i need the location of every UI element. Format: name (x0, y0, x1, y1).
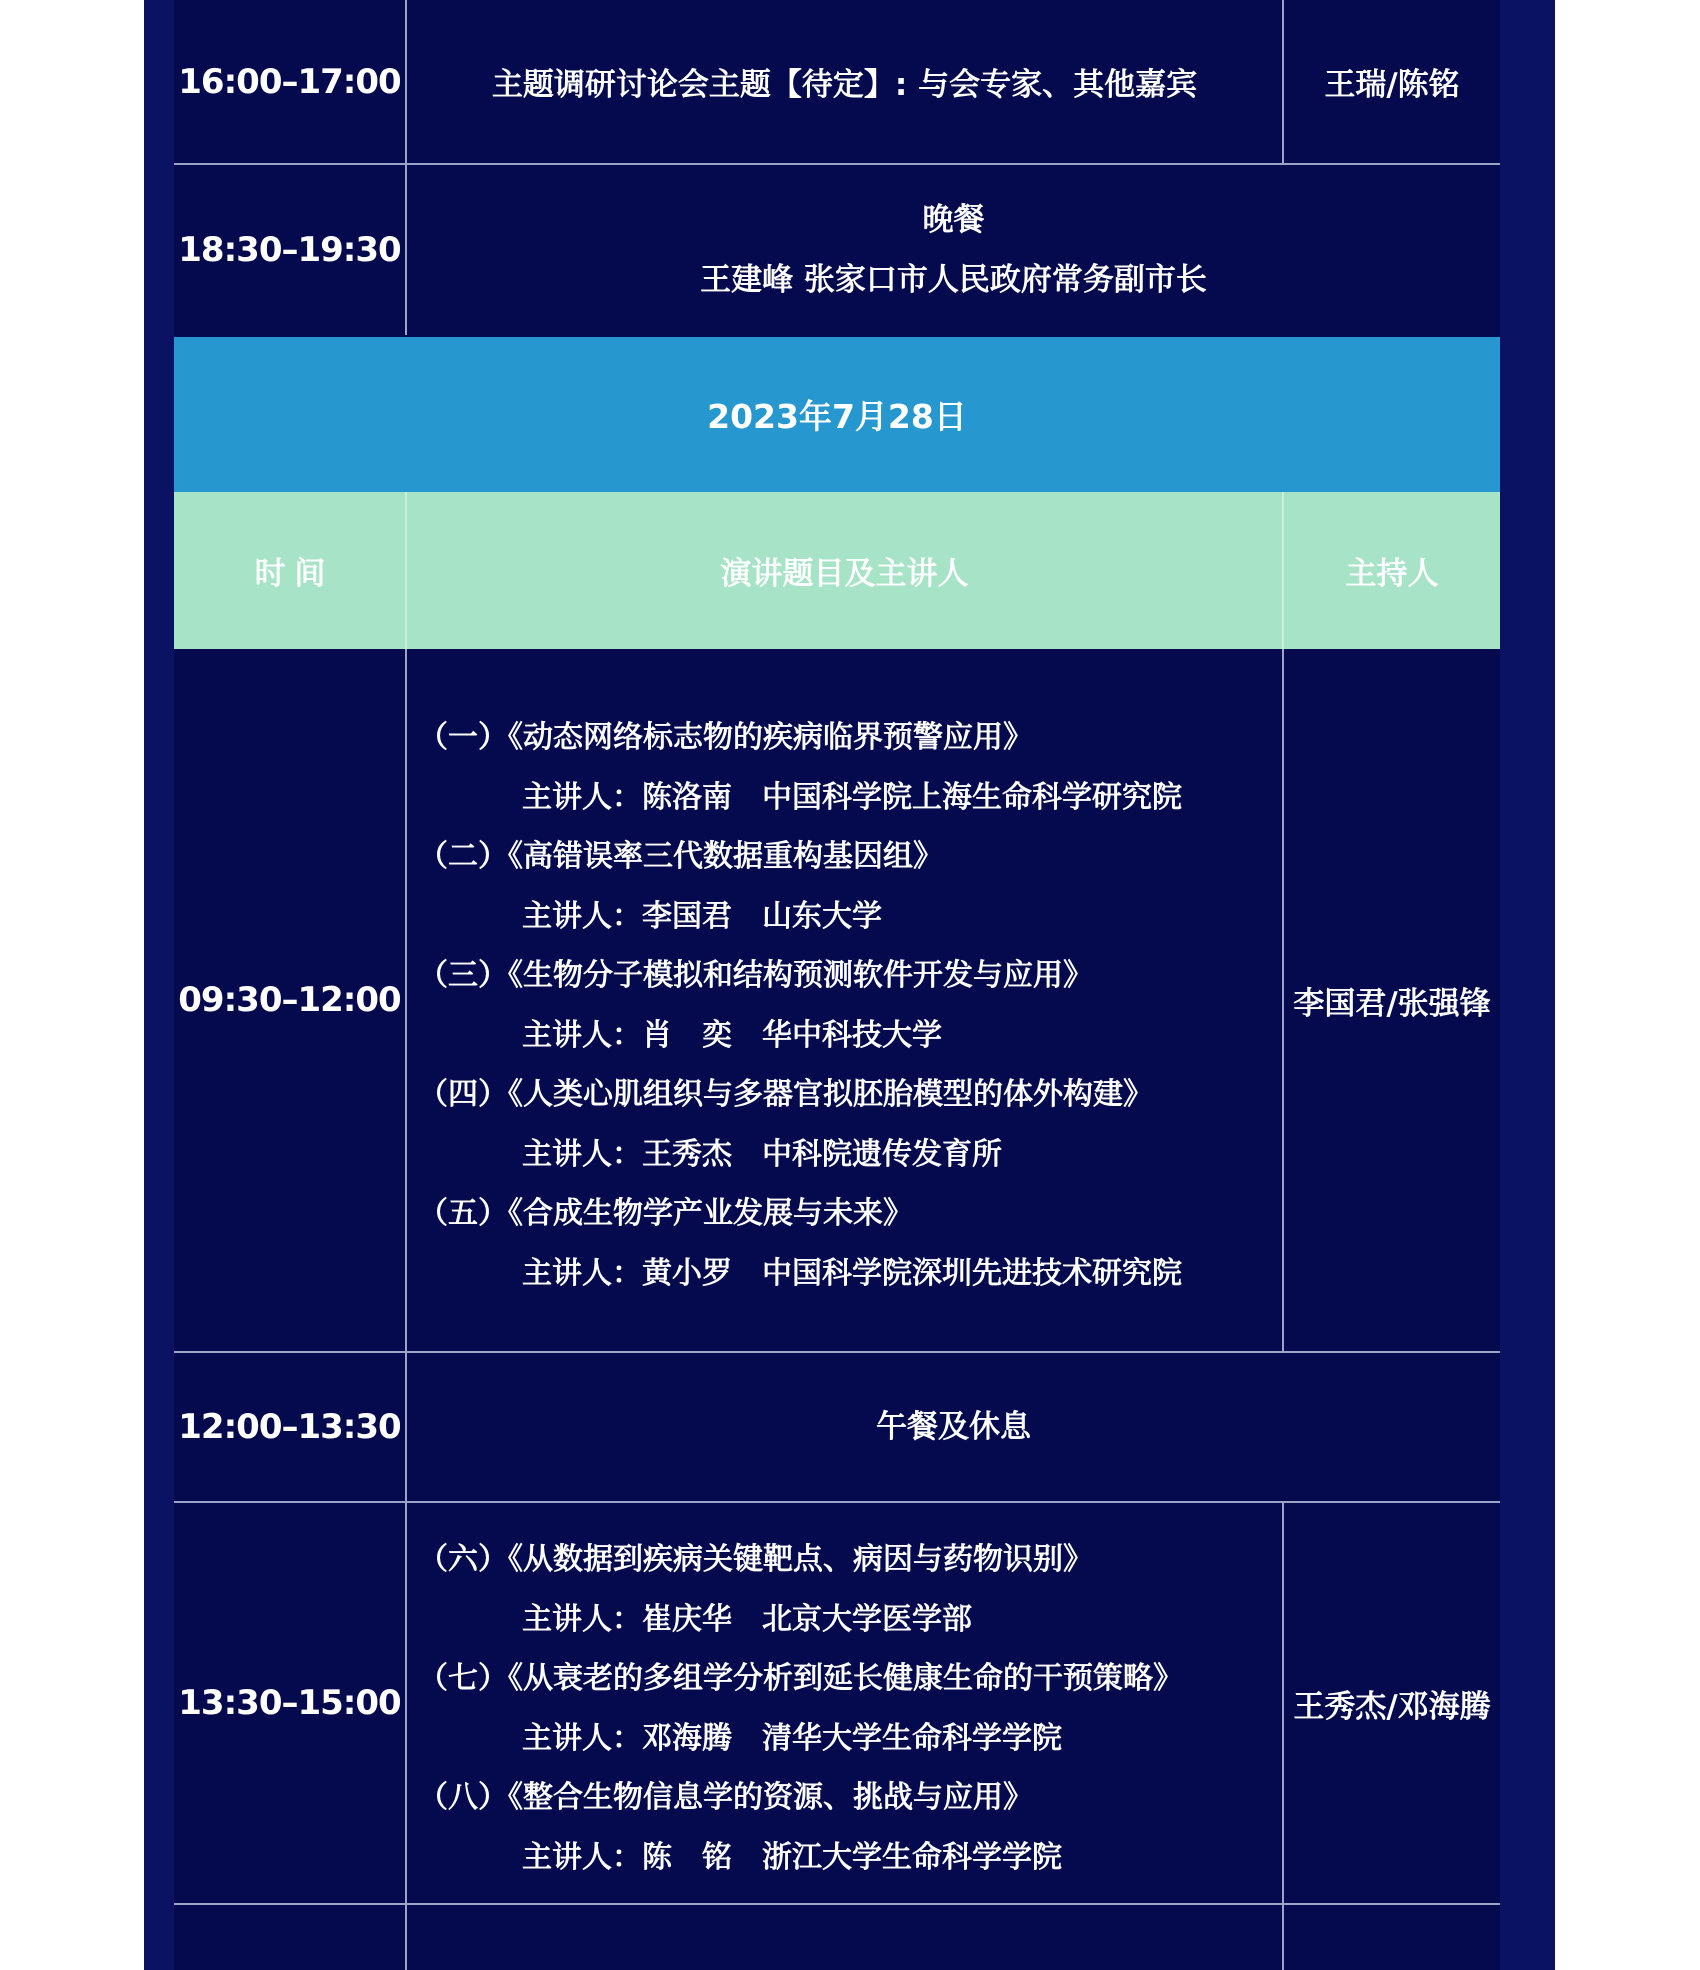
session-title: （七）《从衰老的多组学分析到延长健康生命的干预策略》 (418, 1661, 1183, 1696)
dinner-cell (405, 165, 1500, 335)
dinner-title: 晚餐 (922, 202, 985, 238)
time-cell: 18:30–19:30 (178, 230, 401, 270)
session-title: （四）《人类心肌组织与多器官拟胚胎模型的体外构建》 (418, 1077, 1153, 1112)
schedule-table (174, 0, 1500, 1970)
dinner-speaker: 王建峰 张家口市人民政府常务副市长 (700, 262, 1207, 298)
host-cell: 王秀杰/邓海腾 (1282, 1503, 1500, 1903)
lunch-cell: 午餐及休息 (405, 1353, 1500, 1501)
session-title: （八）《整合生物信息学的资源、挑战与应用》 (418, 1780, 1033, 1815)
session-title: （五）《合成生物学产业发展与未来》 (418, 1196, 913, 1231)
date-banner (174, 337, 1500, 492)
morning-sessions (418, 708, 1182, 1303)
session-title: （六）《从数据到疾病关键靶点、病因与药物识别》 (418, 1542, 1093, 1577)
table-row (174, 165, 1500, 335)
session-speaker: 主讲人：陈洛南 中国科学院上海生命科学研究院 (522, 779, 1182, 815)
time-cell: 13:30–15:00 (178, 1683, 401, 1723)
host-cell: 李国君/张强锋 (1282, 649, 1500, 1351)
session-title: （二）《高错误率三代数据重构基因组》 (418, 839, 943, 874)
date-text: 2023年7月28日 (707, 397, 967, 436)
session-speaker: 主讲人：王秀杰 中科院遗传发育所 (522, 1136, 1002, 1172)
session-title: （三）《生物分子模拟和结构预测软件开发与应用》 (418, 958, 1093, 993)
host-cell (1282, 1905, 1500, 1970)
header-topic: 演讲题目及主讲人 (405, 492, 1282, 649)
session-speaker: 主讲人：肖 奕 华中科技大学 (522, 1017, 942, 1053)
session-speaker: 主讲人：邓海腾 清华大学生命科学学院 (522, 1720, 1062, 1756)
header-time: 时 间 (254, 556, 325, 592)
panel-edge-left (144, 0, 174, 1970)
table-row (174, 1905, 1500, 1970)
time-cell: 09:30–12:00 (178, 980, 401, 1020)
afternoon-sessions (418, 1530, 1183, 1887)
topic-cell (405, 1905, 1282, 1970)
topic-cell: 主题调研讨论会主题【待定】: 与会专家、其他嘉宾 (405, 0, 1282, 163)
table-row-lunch (174, 1353, 1500, 1503)
table-row (174, 0, 1500, 165)
session-speaker: 主讲人：黄小罗 中国科学院深圳先进技术研究院 (522, 1255, 1182, 1291)
time-cell: 16:00–17:00 (178, 61, 401, 102)
session-title: （一）《动态网络标志物的疾病临界预警应用》 (418, 720, 1033, 755)
panel-edge-right (1500, 0, 1555, 1970)
table-header (174, 492, 1500, 649)
host-cell: 王瑞/陈铭 (1282, 0, 1500, 163)
session-speaker: 主讲人：崔庆华 北京大学医学部 (522, 1601, 972, 1637)
header-host: 主持人 (1282, 492, 1500, 649)
session-speaker: 主讲人：李国君 山东大学 (522, 898, 882, 934)
time-cell: 12:00–13:30 (178, 1407, 401, 1447)
time-cell (174, 1905, 405, 1970)
session-speaker: 主讲人：陈 铭 浙江大学生命科学学院 (522, 1839, 1062, 1875)
